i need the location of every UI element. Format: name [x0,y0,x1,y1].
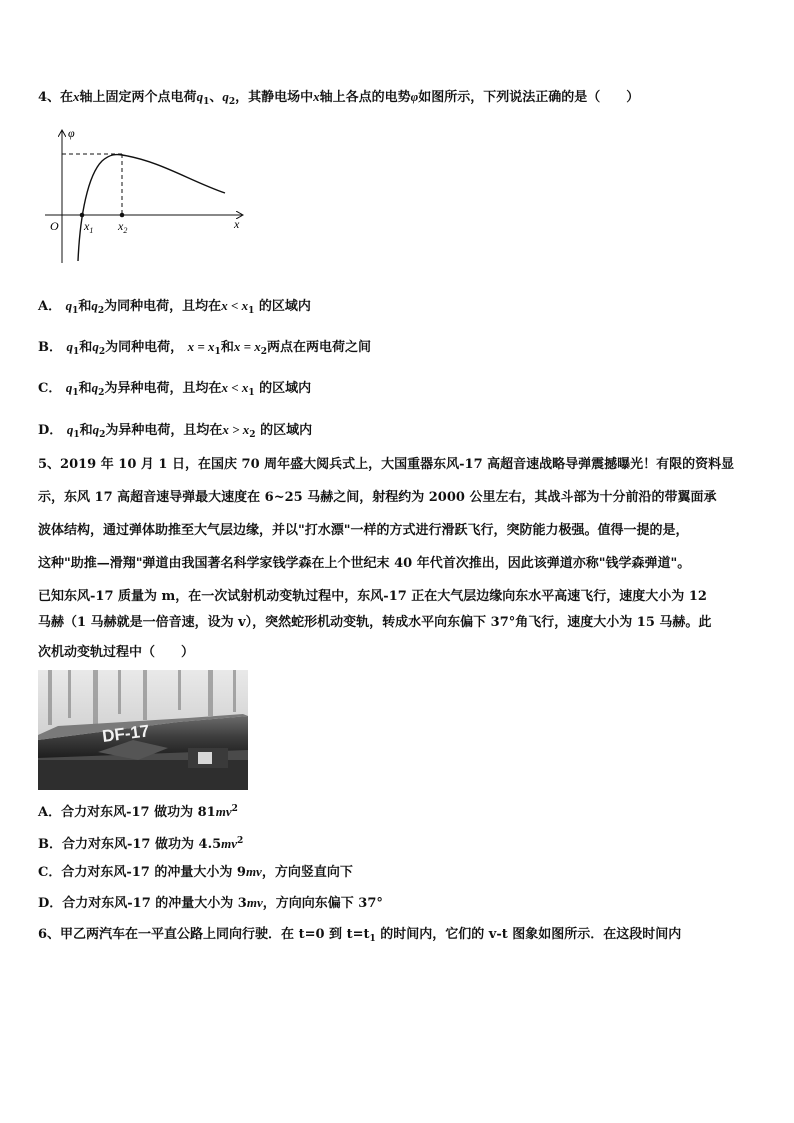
missile-marking: DF-17 [101,721,151,746]
q5-line-4: 这种"助推—滑翔"弹道由我国著名科学家钱学森在上个世纪末 40 年代首次推出，因此该弹道亦称"钱学森弹道"。 [38,556,691,571]
q6-stem: 6、甲乙两汽车在一平直公路上同向行驶．在 t=0 到 $t=t_1$ 的时间内，它们的 v-t 图象如图所示．在这段时间内 [38,927,682,944]
x1-label: $x_1$ [84,219,94,235]
df17-missile-photo [38,670,248,790]
q4-option-c[interactable]: C． $q_1$和$q_2$为异种电荷，且均在$x < x_1$ 的区域内 [38,380,312,398]
q5-option-c[interactable]: C．合力对东风-17 的冲量大小为 9mv，方向竖直向下 [38,864,353,880]
q5-line-6: 马赫（1 马赫就是一倍音速，设为 v），突然蛇形机动变轨，转成水平向东偏下 37°角飞行，速度大小为 15 马赫。此 [38,615,712,630]
q5-line-7: 次机动变轨过程中（ ） [38,645,195,660]
q5-line-3: 波体结构，通过弹体助推至大气层边缘，并以"打水漂"一样的方式进行滑跃飞行，突防能力极强。值得一提的是， [38,523,689,538]
x2-point [120,213,125,218]
potential-graph [40,125,250,265]
q5-option-a[interactable]: A．合力对东风-17 做功为 $81mv^2$ [38,804,238,820]
x-axis-label: x [234,217,240,231]
q4-option-b[interactable]: B． $q_1$和$q_2$为同种电荷， $x = x_1$和$x = x_2$两点在两电荷之间 [38,339,372,357]
q5-line-2: 示，东风 17 高超音速导弹最大速度在 6~25 马赫之间，射程约为 2000 公里左右，其战斗部为十分前沿的带翼面承 [38,490,717,505]
x2-label: $x_2$ [118,219,128,235]
phi-axis-label: φ [68,126,75,140]
q5-option-d[interactable]: D．合力对东风-17 的冲量大小为 3mv，方向向东偏下 37° [38,895,383,911]
q4-option-a[interactable]: A． $q_1$和$q_2$为同种电荷，且均在$x < x_1$ 的区域内 [38,298,311,316]
potential-curve [78,155,225,261]
q5-line-5: 已知东风-17 质量为 m，在一次试射机动变轨过程中，东风-17 正在大气层边缘向东水平高速飞行，速度大小为 12 [38,589,707,604]
x1-point [80,213,85,218]
q5-line-1: 5、2019 年 10 月 1 日，在国庆 70 周年盛大阅兵式上，大国重器东风-17 高超音速战略导弹震撼曝光！有限的资料显 [38,457,735,472]
q4-option-d[interactable]: D． $q_1$和$q_2$为异种电荷，且均在$x > x_2$ 的区域内 [38,422,313,440]
q5-option-b[interactable]: B．合力对东风-17 做功为 $4.5mv^2$ [38,836,244,852]
q4-stem: 4、在x轴上固定两个点电荷$q_1$、$q_2$，其静电场中x轴上各点的电势φ如图所示，下列说法正确的是（ ） [38,89,640,107]
origin-label: O [50,219,59,233]
